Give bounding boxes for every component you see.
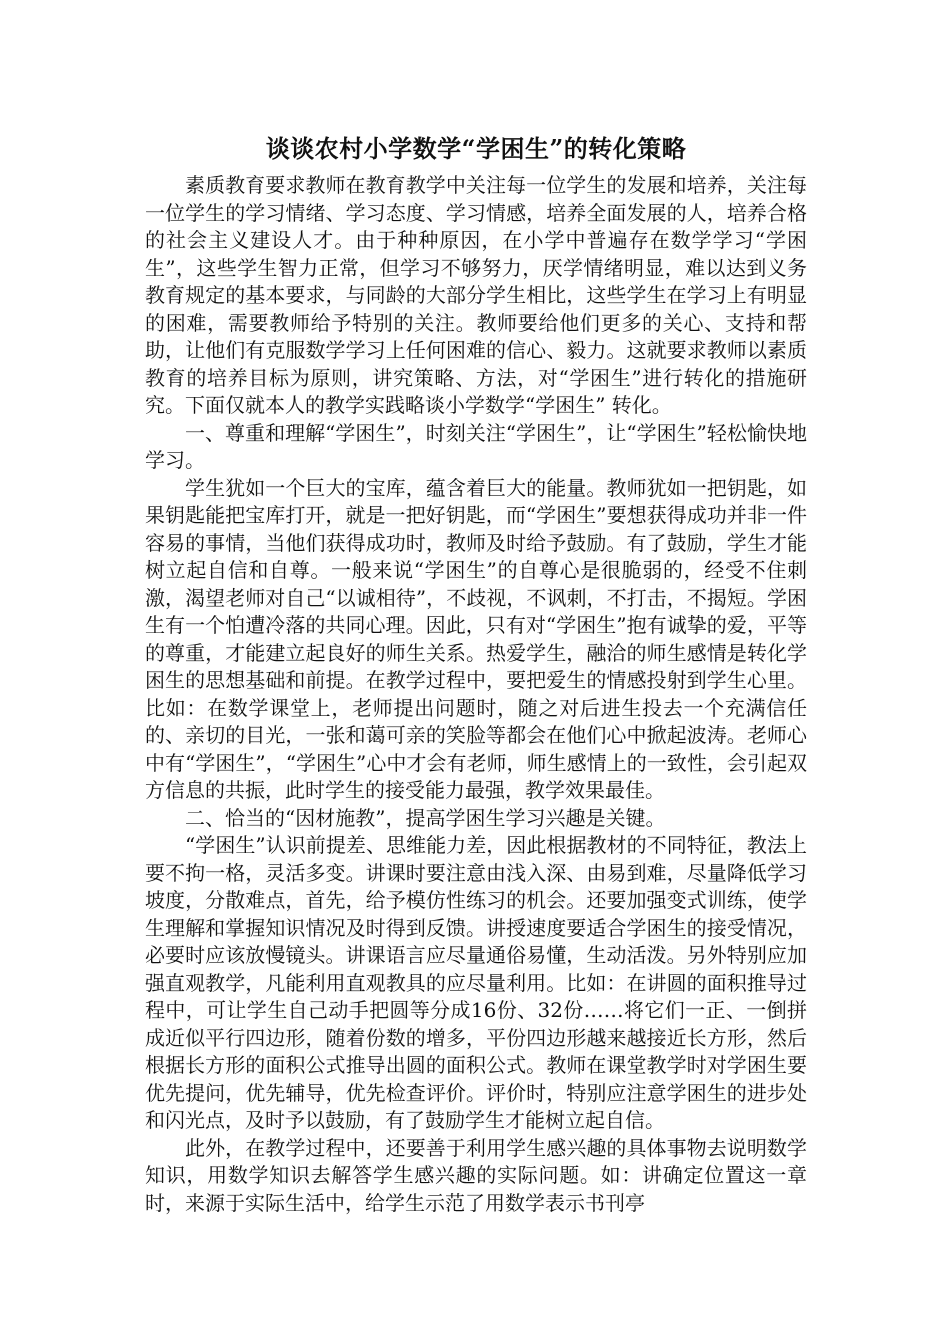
section-heading-2: 二、恰当的“因材施教”，提高学困生学习兴趣是关键。 — [185, 805, 666, 830]
document-title: 谈谈农村小学数学“学困生”的转化策略 — [265, 134, 687, 163]
paragraph-intro: 素质教育要求教师在教育教学中关注每一位学生的发展和培养，关注每一位学生的学习情绪、学习态度、学习情感，培养全面发展的人，培养合格的社会主义建设人才。由于种种原因，在小学中普遍存在数学学习“学困生”，这些学生智力正常，但学习不够努力，厌学情绪明显，难以达到义务教育规定的基本要求，与同龄的大部分学生相比，这些学生在学习上有明显的困难，需要教师给予特别的关注。教师要给他们更多的关心、支持和帮助，让他们有克服数学学习上任何困难的信心、毅力。这就要求教师以素质教育的培养目标为原则，讲究策略、方法，对“学困生”进行转化的措施研究。下面仅就本人的教学实践略谈小学数学“学困生” 转化。 — [145, 173, 807, 417]
section-heading-1: 一、尊重和理解“学困生”，时刻关注“学困生”，让“学困生”轻松愉快地学习。 — [145, 420, 807, 472]
paragraph-section-2-continued: 此外，在教学过程中，还要善于利用学生感兴趣的具体事物去说明数学知识，用数学知识去解答学生感兴趣的实际问题。如：讲确定位置这一章时，来源于实际生活中，给学生示范了用数学表示书刊亭 — [145, 1135, 807, 1215]
paragraph-section-1: 学生犹如一个巨大的宝库，蕴含着巨大的能量。教师犹如一把钥匙，如果钥匙能把宝库打开，就是一把好钥匙，而“学困生”要想获得成功并非一件容易的事情，当他们获得成功时，教师及时给予鼓励。有了鼓励，学生才能树立起自信和自尊。一般来说“学困生”的自尊心是很脆弱的，经受不住刺激，渴望老师对自己“以诚相待”，不歧视，不讽刺，不打击，不揭短。学困生有一个怕遭冷落的共同心理。因此，只有对“学困生”抱有诚挚的爱，平等的尊重，才能建立起良好的师生关系。热爱学生，融洽的师生感情是转化学困生的思想基础和前提。在教学过程中，要把爱生的情感投射到学生心里。比如：在数学课堂上，老师提出问题时，随之对后进生投去一个充满信任的、亲切的目光，一张和蔼可亲的笑脸等都会在他们心中掀起波涛。老师心中有“学困生”，“学困生”心中才会有老师，师生感情上的一致性，会引起双方信息的共振，此时学生的接受能力最强，教学效果最佳。 — [145, 475, 807, 802]
document-page — [145, 132, 807, 1217]
paragraph-section-2: “学困生”认识前提差、思维能力差，因此根据教材的不同特征，教法上要不拘一格，灵活多变。讲课时要注意由浅入深、由易到难，尽量降低学习坡度，分散难点，首先，给予模仿性练习的机会。还要加强变式训练，使学生理解和掌握知识情况及时得到反馈。讲授速度要适合学困生的接受情况，必要时应该放慢镜头。讲课语言应尽量通俗易懂，生动活泼。另外特别应加强直观教学，凡能利用直观教具的应尽量利用。比如：在讲圆的面积推导过程中，可让学生自己动手把圆等分成16份、32份……将它们一正、一倒拼成近似平行四边形，随着份数的增多，平份四边形越来越接近长方形，然后根据长方形的面积公式推导出圆的面积公式。教师在课堂教学时对学困生要优先提问，优先辅导，优先检查评价。评价时，特别应注意学困生的进步处和闪光点，及时予以鼓励，有了鼓励学生才能树立起自信。 — [145, 833, 807, 1132]
